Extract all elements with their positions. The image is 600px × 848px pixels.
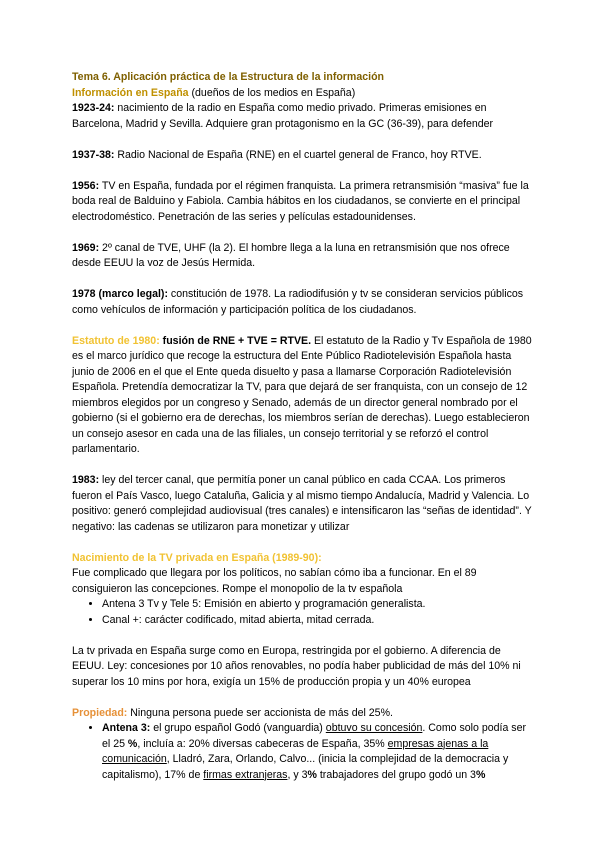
propiedad-list [72,721,534,783]
entry-text: ley del tercer canal, que permitía poner un canal público en cada CCAA. Los primeros fueron el País Vasco, luego Cataluña, Galicia y al mismo tiempo Andalucía, Madrid y Valencia. Lo positivo: generó complejidad audiovisual (tres canales) e intensificaron las “señas de identidad”. Y negativo: las cadenas se utilizaron para monetizar y utilizar [72,474,532,533]
list-item: • Canal +: carácter codificado, mitad abierta, mitad cerrada. [102,613,534,629]
entry-year: 1956: [72,179,100,192]
entry-1956 [72,179,534,226]
entry-year: 1983: [72,474,100,486]
spacer [72,535,534,551]
subtitle-rest: (dueños de los medios en España) [188,86,356,99]
spacer [72,132,534,148]
entry-1983 [72,473,534,535]
list-item: • Antena 3 Tv y Tele 5: Emisión en abierto y programación generalista. [102,597,534,613]
spacer [72,690,534,706]
estatuto-bold: fusión de RNE + TVE = RTVE. [159,334,312,347]
entry-text: 2º canal de TVE, UHF (la 2). El hombre llega a la luna en retransmisión que nos ofrece desde EEUU la voz de Jesús Hermida. [72,241,510,269]
propiedad-text: Ninguna persona puede ser accionista de más del 25%. [127,706,393,719]
entry-1969 [72,241,534,272]
antena3-text: . Como solo podía ser el 25 [102,722,527,750]
antena3-text: , Lladró, Zara, Orlando, Calvo... (inicia la complejidad de la democracia y capitalismo), 17% de [102,753,509,781]
list-item-antena3 [102,721,534,783]
entry-year: 1923-24: [72,102,115,114]
spacer [72,458,534,474]
bold-text: % [307,768,317,781]
propiedad-label: Propiedad: [72,706,128,719]
entry-1923 [72,101,534,132]
subtitle-label: Información en España [72,86,189,99]
entry-year: 1978 (marco legal): [72,288,168,300]
antena3-text: trabajadores del grupo godó un 3 [316,768,476,781]
document-title: Tema 6. Aplicación práctica de la Estructura de la información [72,71,385,83]
underlined-text: firmas extranjeras [203,768,288,781]
tv-privada-paragraph: La tv privada en España surge como en Europa, restringida por el gobierno. A diferencia de EEUU. Ley: concesiones por 10 años renovables, no podía haber publicidad de más del 10% ni superar los 10 mins por hora, exigía un 15% de producción propia y un 40% europea [72,644,521,688]
tv-privada-list [72,597,534,628]
spacer [72,628,534,644]
propiedad-paragraph [72,706,534,722]
spacer [72,163,534,179]
entry-1978 [72,287,534,318]
bold-text: % [127,737,138,750]
spacer [72,272,534,288]
entry-year: 1969: [72,241,100,254]
entry-text: Radio Nacional de España (RNE) en el cuartel general de Franco, hoy RTVE. [114,148,482,161]
estatuto-label: Estatuto de 1980: [72,334,160,347]
spacer [72,225,534,241]
antena3-text: , y 3 [287,768,308,781]
antena3-text: , incluía a: 20% diversas cabeceras de España, 35% [137,737,388,750]
underlined-text: empresas ajenas a la comunicación [102,737,489,765]
estatuto-text: El estatuto de la Radio y Tv Española de 1980 es el marco jurídico que recoge la estructura del Ente Público Radiotelevisión Española hasta junio de 2006 en el que el Ente queda disuelto y pasa a llamarse Corporación Radiotelevisión Española. Pretendía democratizar la TV, para que dejará de ser franquista, con un consejo de 12 miembros elegidos por un congreso y Senado, además de un director general nombrado por el gobierno (si el gobierno era de derechas, los miembros serían de derechas). Luego establecieron un consejo asesor en cada una de las filiales, un consejo territorial y se reforzó el control parlamentario. [72,334,532,455]
spacer [72,318,534,334]
entry-year: 1937-38: [72,148,115,161]
tv-privada-intro: Fue complicado que llegara por los políticos, no sabían cómo iba a funcionar. En el 89 consiguieron las concepciones. Rompe el monopolio de la tv española [72,567,477,595]
antena3-label: Antena 3: [102,722,151,734]
document-page [72,70,534,783]
estatuto-1980 [72,334,534,458]
underlined-text: obtuvo su concesión [325,722,423,734]
section-subtitle [72,86,534,102]
tv-privada-heading: Nacimiento de la TV privada en España (1989-90): [72,551,322,564]
entry-text: TV en España, fundada por el régimen franquista. La primera retransmisión “masiva” fue la boda real de Balduino y Fabiola. Cambia hábitos en los ciudadanos, se convierte en el principal electrodoméstico. Penetración de las series y películas estadounidenses. [72,179,529,223]
entry-text: constitución de 1978. La radiodifusión y tv se consideran servicios públicos como vehículos de información y participación política de los ciudadanos. [72,288,524,316]
bold-text: % [475,768,486,781]
entry-text: nacimiento de la radio en España como medio privado. Primeras emisiones en Barcelona, Madrid y Sevilla. Adquiere gran protagonismo en la GC (36-39), para defender [72,102,494,130]
antena3-text: el grupo español Godó (vanguardia) [150,722,326,734]
entry-1937 [72,148,534,164]
